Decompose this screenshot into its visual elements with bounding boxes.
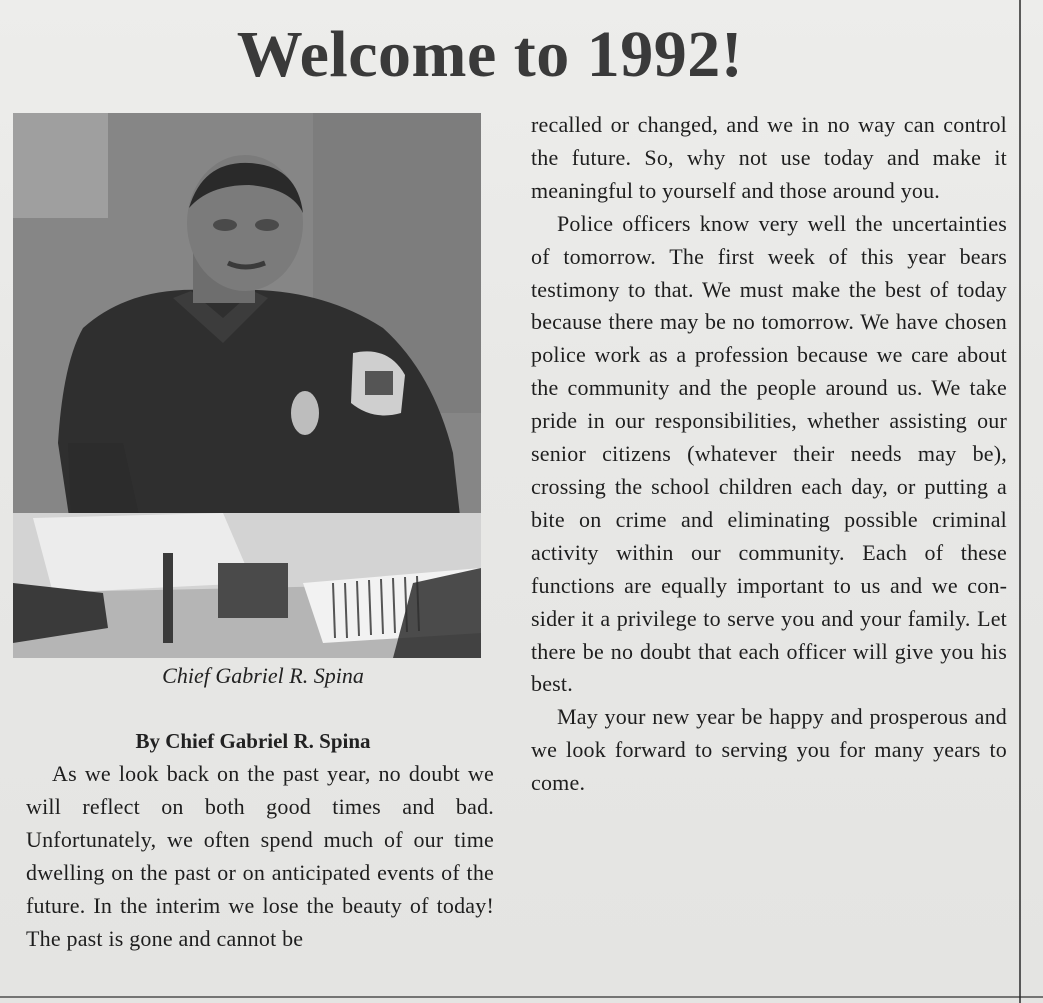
paragraph: recalled or changed, and we in no way can control the future. So, why not use today and make it meaningful to yourself and those around you. <box>531 112 1007 203</box>
byline: By Chief Gabriel R. Spina <box>135 729 371 753</box>
article-column-left <box>26 758 494 955</box>
bottom-rule <box>0 996 1043 998</box>
column-rule <box>1019 0 1021 1003</box>
photo-caption: Chief Gabriel R. Spina <box>162 663 364 688</box>
paragraph: Police officers know very well the uncertainties of tomorrow. The first week of this year bears testimony to that. We must make the best of today because there may be no tomorrow. We have chosen police work as a profession because we care about the community and the people around us. We take pride in our responsibilities, whether assisting our senior citizens (whatever their needs may be), crossing the school children each day, or putting a bite on crime and eliminating possible criminal activity within our community. Each of these functions are equally important to us and we consider it a privilege to serve you and your family. Let there be no doubt that each officer will give you his best. <box>531 210 1007 697</box>
paragraph: May your new year be happy and prosperous and we look forward to serving you for many years to come. <box>531 704 1007 796</box>
portrait-illustration <box>13 113 481 658</box>
headline: Welcome to 1992! <box>236 18 744 91</box>
chief-portrait-photo <box>13 113 481 658</box>
article-column-right <box>531 109 1007 800</box>
paragraph: As we look back on the past year, no doubt we will reflect on both good times and bad. Unfortunately, we often spend much of our time dwelling on the past or on anticipated events of the future. In the interim we lose the beauty of today! The past is gone and cannot be <box>26 761 494 951</box>
